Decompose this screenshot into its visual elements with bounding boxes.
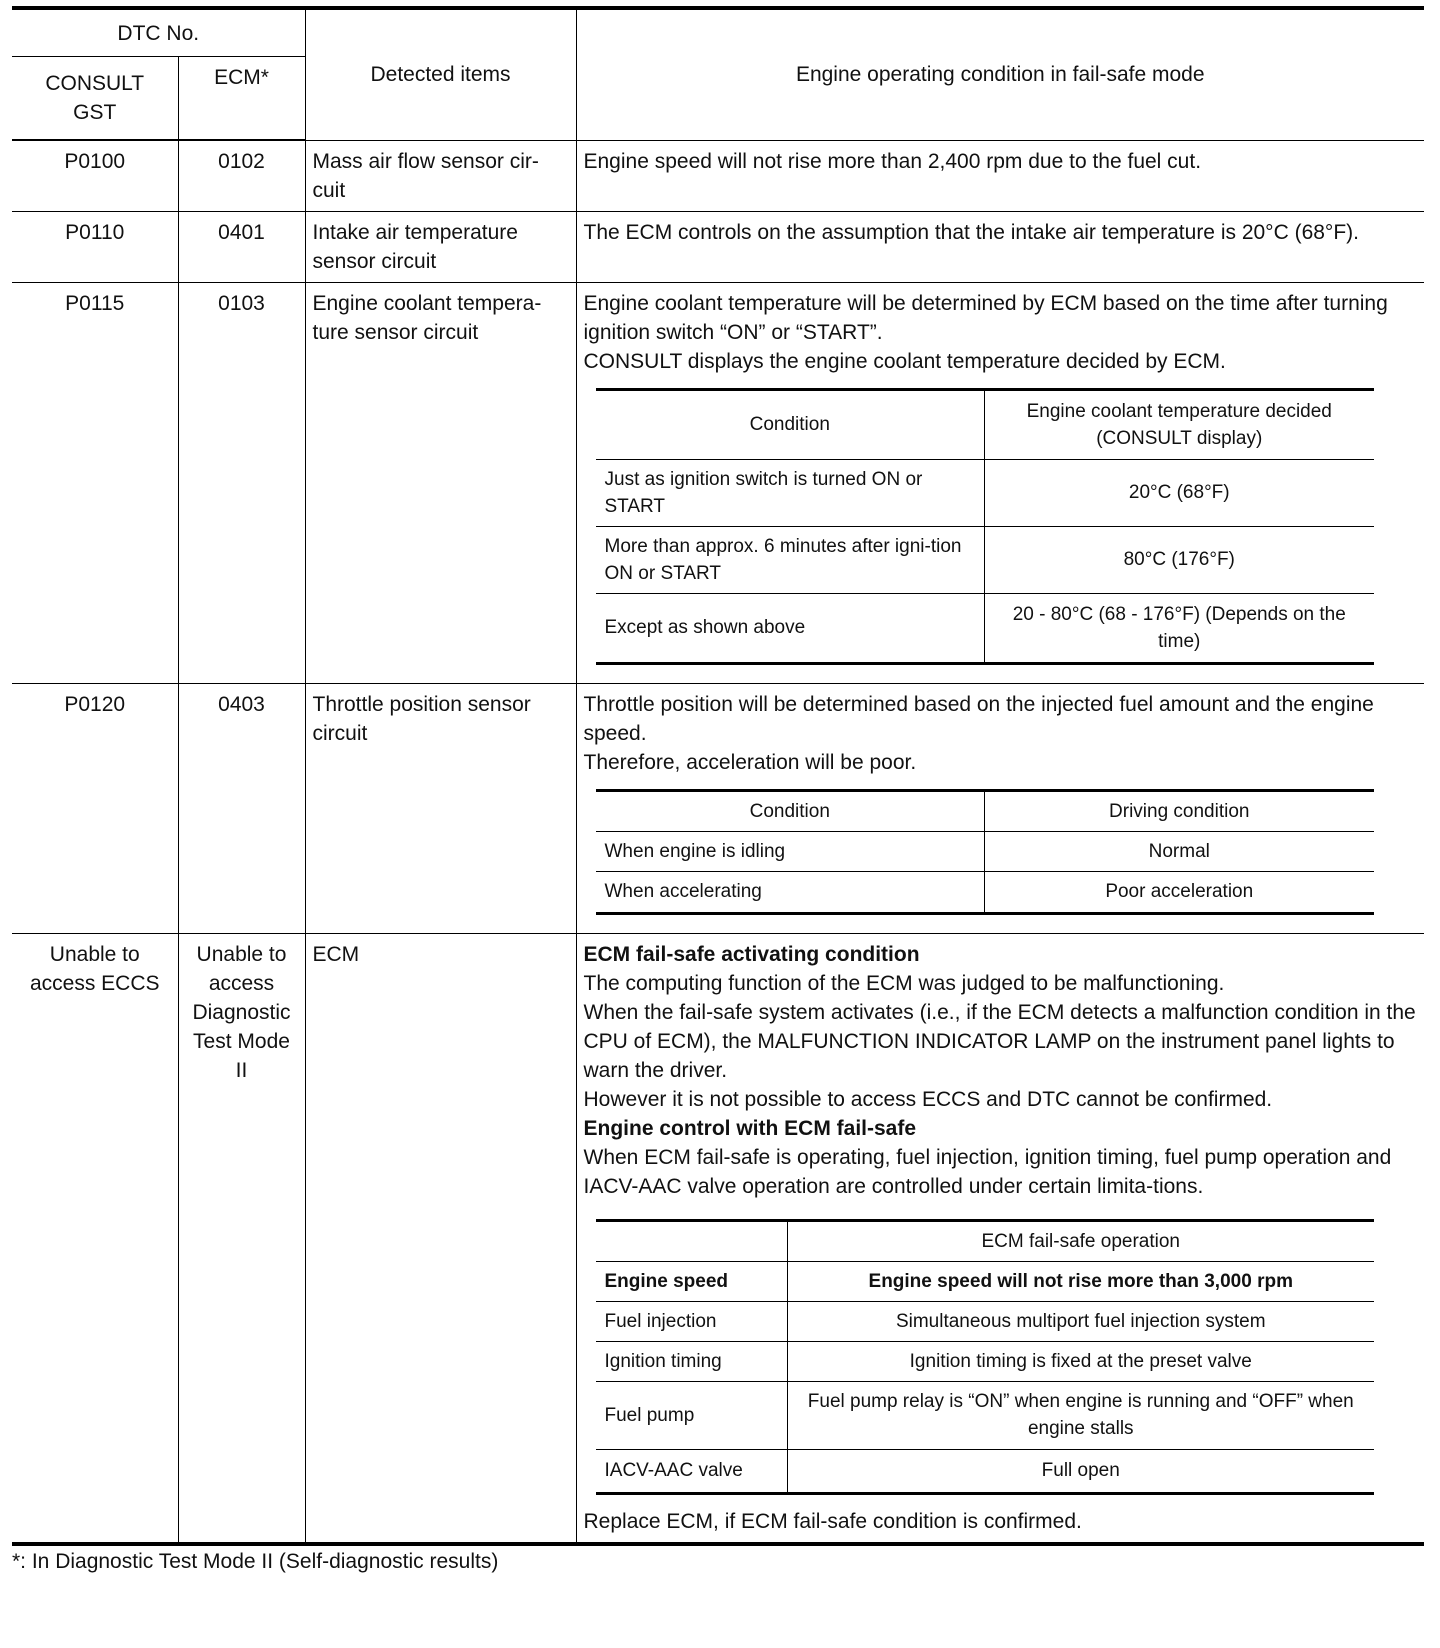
table-row (12, 211, 1424, 282)
sub-header-value: ECM fail-safe operation (788, 1220, 1374, 1261)
sub-table-row (596, 1261, 1374, 1301)
sub-header-condition: Condition (749, 800, 830, 822)
sub-cell-condition: When engine is idling (596, 831, 985, 871)
detected-item (305, 211, 576, 282)
detected-item-line: ture sensor circuit (312, 320, 479, 344)
sub-table-header (596, 790, 1374, 831)
sub-cell-condition: More than approx. 6 minutes after igni-tion ON or START (596, 526, 985, 593)
ecm-code: 0102 (178, 140, 305, 211)
operating-condition: Engine speed will not rise more than 2,400 rpm due to the fuel cut. (576, 140, 1424, 211)
consult-code: P0100 (12, 140, 178, 211)
sub-table-row (596, 871, 1374, 913)
sub-cell-value: 20°C (68°F) (985, 459, 1374, 526)
condition-text: When ECM fail-safe is operating, fuel injection, ignition timing, fuel pump operation and IACV-AAC valve operation are controlled under certain limita-tions. (583, 1145, 1392, 1198)
header-dtc-no: DTC No. (12, 8, 305, 57)
consult-code (12, 933, 178, 1544)
table-row (12, 683, 1424, 933)
table-row (12, 933, 1424, 1544)
sub-table-row (596, 831, 1374, 871)
sub-cell-condition: Just as ignition switch is turned ON or START (596, 459, 985, 526)
detected-item-line: cuit (312, 178, 346, 202)
sub-table-row (596, 1341, 1374, 1381)
sub-header-value: Engine coolant temperature decided (CONSULT display) (985, 389, 1374, 459)
detected-item (305, 933, 576, 1544)
section-heading: ECM fail-safe activating condition (583, 942, 920, 966)
sub-cell-value: Normal (985, 831, 1374, 871)
sub-header-value: Driving condition (985, 790, 1374, 831)
sub-cell-condition: When accelerating (596, 871, 985, 913)
operating-condition: The ECM controls on the assumption that the intake air temperature is 20°C (68°F). (576, 211, 1424, 282)
consult-code: P0110 (12, 211, 178, 282)
consult-code-line: Unable to (49, 942, 140, 966)
sub-table-row (596, 1301, 1374, 1341)
sub-cell-item: IACV-AAC valve (596, 1449, 788, 1493)
detected-item-line: Throttle position sensor (312, 692, 531, 716)
header-gst: GST (73, 101, 117, 124)
header-consult: CONSULT (45, 72, 145, 95)
sub-cell-item: Ignition timing (596, 1341, 788, 1381)
sub-cell-value: Ignition timing is fixed at the preset valve (788, 1341, 1374, 1381)
header-row-1 (12, 8, 1424, 57)
condition-text: The computing function of the ECM was judged to be malfunctioning. (583, 971, 1225, 995)
consult-code: P0120 (12, 683, 178, 933)
document (12, 6, 1424, 1574)
section-heading: Engine control with ECM fail-safe (583, 1116, 917, 1140)
detected-item-line: circuit (312, 721, 368, 745)
ecm-code-line: Test Mode (193, 1029, 290, 1053)
sub-table-header (596, 1220, 1374, 1261)
detected-item-line: Engine coolant tempera- (312, 291, 542, 315)
sub-table-header (596, 389, 1374, 459)
sub-cell-value: Full open (788, 1449, 1374, 1493)
condition-text: However it is not possible to access ECCS and DTC cannot be confirmed. (583, 1087, 1273, 1111)
sub-cell-value: 20 - 80°C (68 - 176°F) (Depends on the time) (985, 593, 1374, 663)
ecm-code: 0401 (178, 211, 305, 282)
sub-header-blank (596, 1220, 788, 1261)
sub-cell-value: Engine speed will not rise more than 3,000 rpm (788, 1261, 1374, 1301)
detected-item-line: sensor circuit (312, 249, 437, 273)
fail-safe-table (12, 6, 1424, 1546)
sub-cell-value: Fuel pump relay is “ON” when engine is running and “OFF” when engine stalls (788, 1381, 1374, 1449)
operating-condition (576, 683, 1424, 933)
sub-cell-value: Simultaneous multiport fuel injection system (788, 1301, 1374, 1341)
operating-condition (576, 282, 1424, 683)
detected-item-line: Intake air temperature (312, 220, 518, 244)
header-ecm: ECM* (178, 57, 305, 141)
condition-text: Throttle position will be determined based on the injected fuel amount and the engine speed. (583, 692, 1374, 745)
consult-code: P0115 (12, 282, 178, 683)
sub-table-row (596, 1381, 1374, 1449)
ecm-code-line: Diagnostic (192, 1000, 291, 1024)
operating-condition (576, 933, 1424, 1544)
throttle-driving-table (596, 789, 1374, 915)
condition-text: CONSULT displays the engine coolant temperature decided by ECM. (583, 349, 1226, 373)
consult-code-line: access ECCS (29, 971, 160, 995)
header-consult-gst (12, 57, 178, 141)
sub-cell-value: 80°C (176°F) (985, 526, 1374, 593)
sub-cell-item: Engine speed (596, 1261, 788, 1301)
table-row (12, 282, 1424, 683)
header-operating-condition: Engine operating condition in fail-safe mode (576, 8, 1424, 140)
coolant-temperature-table (596, 388, 1374, 665)
ecm-code-line: access (208, 971, 275, 995)
sub-table-row (596, 459, 1374, 526)
sub-table-row (596, 526, 1374, 593)
footnote: *: In Diagnostic Test Mode II (Self-diagnostic results) (12, 1549, 499, 1573)
sub-table-row (596, 593, 1374, 663)
table-row (12, 140, 1424, 211)
sub-header-condition: Condition (749, 414, 830, 435)
detected-item (305, 140, 576, 211)
ecm-code: 0403 (178, 683, 305, 933)
ecm-code: 0103 (178, 282, 305, 683)
detected-item-line: Mass air flow sensor cir- (312, 149, 539, 173)
header-detected-items: Detected items (305, 8, 576, 140)
condition-text: Therefore, acceleration will be poor. (583, 750, 917, 774)
detected-item-line: ECM (312, 942, 360, 966)
ecm-code-line: II (235, 1058, 248, 1082)
sub-cell-value: Poor acceleration (985, 871, 1374, 913)
sub-table-row (596, 1449, 1374, 1493)
ecm-fail-safe-table (596, 1219, 1374, 1495)
condition-text: When the fail-safe system activates (i.e., if the ECM detects a malfunction condition in the CPU of ECM), the MALFUNCTION INDICATOR LAMP on the instrument panel lights to warn the driver. (583, 1000, 1416, 1082)
detected-item (305, 282, 576, 683)
ecm-code-line: Unable to (196, 942, 287, 966)
sub-cell-item: Fuel pump (596, 1381, 788, 1449)
closing-text: Replace ECM, if ECM fail-safe condition is confirmed. (583, 1509, 1082, 1533)
sub-cell-condition: Except as shown above (596, 593, 985, 663)
condition-text: Engine coolant temperature will be determined by ECM based on the time after turning ignition switch “ON” or “START”. (583, 291, 1388, 344)
sub-cell-item: Fuel injection (596, 1301, 788, 1341)
ecm-code (178, 933, 305, 1544)
detected-item (305, 683, 576, 933)
